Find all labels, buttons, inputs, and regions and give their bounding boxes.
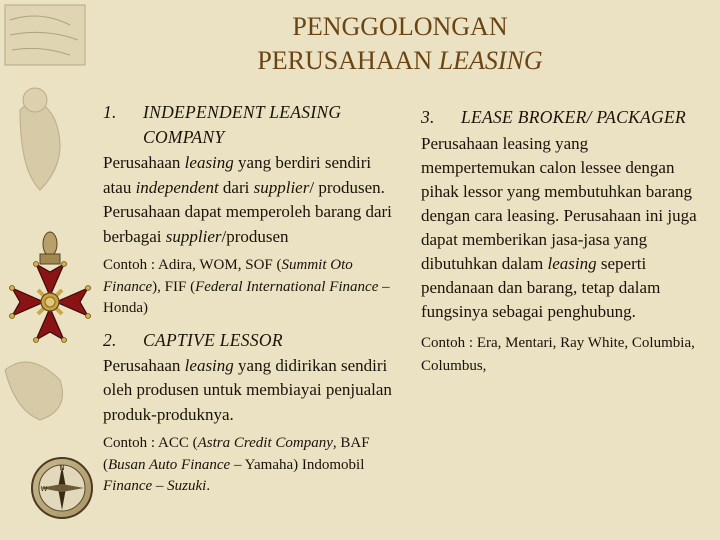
sketch-hand-icon	[5, 362, 63, 420]
item-3-description: Perusahaan leasing yang mempertemukan calon lessee dengan pihak lessor yang membutuhkan barang dengan cara leasing. Perusahaan ini juga dapat memberikan jasa-jasa yang dibutuhkan dalam leasing seperti pendanaan dan barang, tetap dalam fungsinya sebagai penghubung.	[421, 134, 697, 321]
svg-text:N: N	[59, 464, 65, 472]
title-line-1: PENGGOLONGAN	[292, 12, 508, 41]
item-3-example: Contoh : Era, Mentari, Ray White, Columbia, Columbus,	[421, 335, 695, 374]
item-2-description: Perusahaan leasing yang didirikan sendiri oleh produsen untuk membiayai penjualan produk-produknya.	[103, 355, 392, 424]
right-column	[421, 104, 703, 378]
left-column	[103, 100, 403, 498]
title-line-2: PERUSAHAAN LEASING	[257, 46, 543, 75]
item-3-heading: 3. LEASE BROKER/ PACKAGER	[421, 107, 687, 127]
decorative-background-art	[0, 0, 100, 540]
maltese-cross-medal-icon	[10, 232, 91, 343]
item-2-example: Contoh : ACC (Astra Credit Company, BAF (Busan Auto Finance – Yamaha) Indomobil Finance – Suzuki.	[103, 435, 370, 494]
item-1-description: Perusahaan leasing yang berdiri sendiri atau independent dari supplier/ produsen. Perusahaan dapat memperoleh barang dari berbagai supplier/produsen	[103, 153, 392, 246]
item-1-heading: 1. INDEPENDENT LEASING COMPANY	[103, 102, 342, 147]
svg-text:W: W	[40, 485, 48, 493]
sketch-scroll-icon	[5, 5, 85, 65]
item-1-example: Contoh : Adira, WOM, SOF (Summit Oto Finance), FIF (Federal International Finance – Honda)	[103, 257, 390, 316]
compass-icon	[32, 458, 92, 518]
page-title	[160, 10, 640, 78]
sketch-figure-icon	[20, 88, 60, 190]
item-2-heading: 2. CAPTIVE LESSOR	[103, 329, 283, 350]
